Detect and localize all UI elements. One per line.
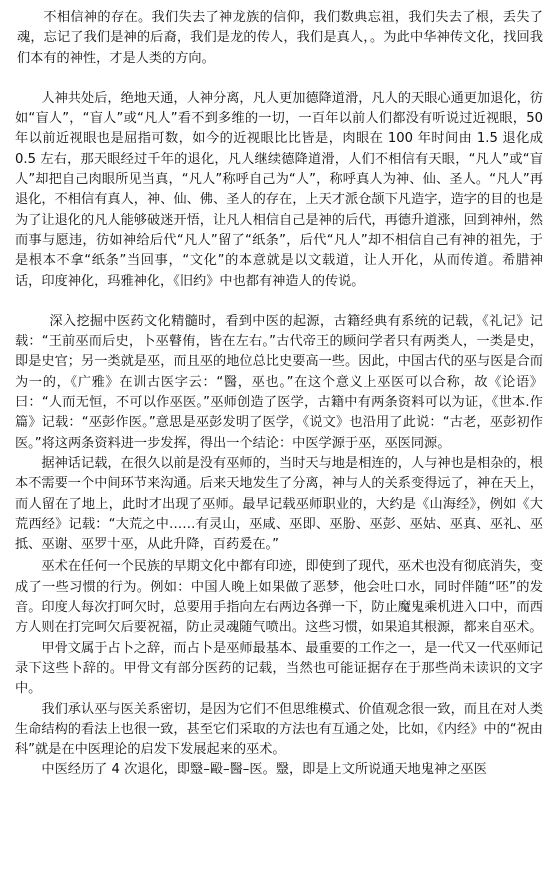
paragraph-8: 中医经历了 4 次退化，即毉–毆–醫–医。毉，即是上文所说通天地鬼神之巫医 bbox=[41, 762, 487, 778]
paragraph-2: 人神共处后，绝地天通，人神分离，凡人更加德降道滑，凡人的天眼心通更加退化，彷如“盲人”，“盲人”或“凡人”看不到多维的一切，一百年以前人们都没有听说过近视眼，50 年以前近视眼也是屈指可数，如今的近视眼比比皆是，肉眼在 100 年时间由 1.5 退化成 0.5 左右，那天眼经过千年的退化，凡人继续德降道滑，人们不相信有天眼，“凡人”或“盲人”却把自己肉眼所见当真，“凡人”称呼自己为“人”，称呼真人为神、仙、圣人。“凡人”再退化，不相信有真人，神、仙、佛、圣人的存在，上天才派仓颉下凡造字，造字的目的也是为了让退化的凡人能够破迷开悟，让凡人相信自己是神的后代，再德升道涨，回到神州，然而事与愿违，彷如神给后代“凡人”留了“纸条”，后代“凡人”却不相信自己有神的祖先，于是根本不拿“纸条”当回事，“文化”的本意就是以文载道，让人开化，从而传道。希腊神话，印度神化，玛雅神化，《旧约》中也都有神造人的传说。 bbox=[15, 90, 543, 289]
paragraph-3: 深入挖掘中医药文化精髓时，看到中医的起源，古籍经典有系统的记载，《礼记》记载：“王前巫而后史，卜巫瞽侑，皆在左右。”古代帝王的顾问学者只有两类人，一类是史，即是史官；另一类就是巫，而且巫的地位总比史要高一些。因此，中国古代的巫与医是合而为一的，《广雅》在训古医字云：“醫，巫也。”在这个意义上巫医可以合称，故《论语》曰：“人而无恒，不可以作巫医。”巫师创造了医学，古籍中有两条资料可以为证，《世本.作篇》记载：“巫彭作医。”意思是巫彭发明了医学，《说文》也沿用了此说：“古老，巫彭初作医。”将这两条资料进一步发挥，得出一个结论：中医学源于巫，巫医同源。 bbox=[15, 313, 543, 451]
paragraph-4: 据神话记载，在很久以前是没有巫师的，当时天与地是相连的，人与神也是相杂的，根本不需要一个中间环节来沟通。后来天地发生了分离，神与人的关系变得远了，神在天上，而人留在了地上，此时才出现了巫师。最早记载巫师职业的，大约是《山海经》，例如《大荒西经》记载：“大荒之中……有灵山，巫咸、巫即、巫朌、巫彭、巫姑、巫真、巫礼、巫抵、巫谢、巫罗十巫，从此升降，百药爰在。” bbox=[15, 455, 543, 553]
paragraph-6: 甲骨文属于占卜之辞，而占卜是巫师最基本、最重要的工作之一，是一代又一代巫师记录下这些卜辞的。甲骨文有部分医药的记载，当然也可能证据存在于那些尚未读识的文字中。 bbox=[15, 640, 543, 697]
paragraph-7: 我们承认巫与医关系密切，是因为它们不但思维模式、价值观念很一致，而且在对人类生命结构的看法上也很一致，甚至它们采取的方法也有互通之处，比如，《内经》中的“祝由科”就是在中医理论的启发下发展起来的巫术。 bbox=[15, 701, 543, 758]
paragraph-5: 巫术在任何一个民族的早期文化中都有印迹，即使到了现代，巫术也没有彻底消失，变成了一些习惯的行为。例如：中国人晚上如果做了恶梦，他会吐口水，同时伴随“呸”的发音。印度人每次打呵欠时，总要用手指向左右两边各弹一下，防止魔鬼乘机进入口中，而西方人则在打完呵欠后要祝福，防止灵魂随气喷出。这些习惯，如果追其根源，都来自巫术。 bbox=[15, 559, 543, 636]
paragraph-1: 不相信神的存在。我们失去了神龙族的信仰，我们数典忘祖，我们失去了根，丢失了魂，忘记了我们是神的后裔，我们是龙的传人，我们是真人，。为此中华神传文化，找回我们本有的神性，才是人类的方向。 bbox=[17, 10, 543, 66]
